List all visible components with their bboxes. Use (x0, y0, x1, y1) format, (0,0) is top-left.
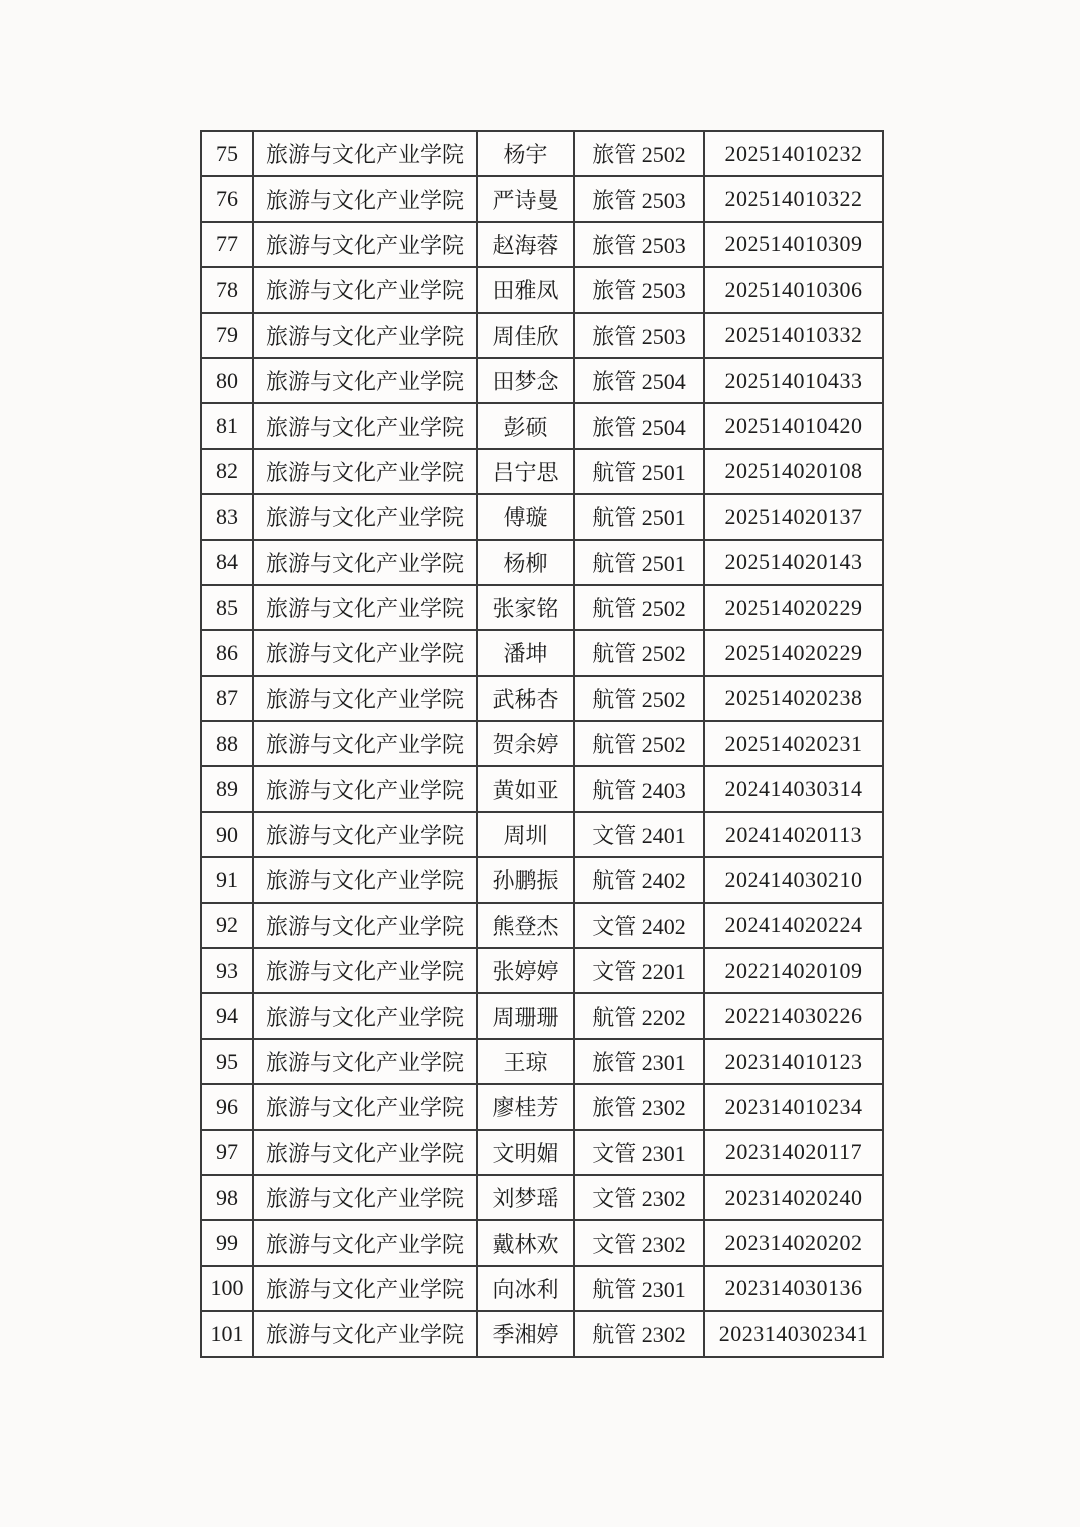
cell-row-number: 82 (201, 449, 253, 494)
cell-class: 航管 2502 (574, 630, 704, 675)
cell-student-id: 202514020238 (704, 676, 883, 721)
table-row (201, 903, 883, 948)
cell-row-number: 84 (201, 540, 253, 585)
table-row (201, 585, 883, 630)
cell-student-id: 2023140302341 (704, 1311, 883, 1356)
cell-student-name: 张婷婷 (477, 948, 574, 993)
cell-class: 文管 2302 (574, 1220, 704, 1265)
cell-student-id: 202314020117 (704, 1130, 883, 1175)
cell-student-id: 202514020229 (704, 630, 883, 675)
cell-student-id: 202414020113 (704, 812, 883, 857)
cell-college: 旅游与文化产业学院 (253, 1311, 477, 1356)
cell-class: 航管 2502 (574, 676, 704, 721)
table-row (201, 812, 883, 857)
cell-class: 航管 2502 (574, 585, 704, 630)
cell-row-number: 81 (201, 403, 253, 448)
cell-class: 航管 2301 (574, 1266, 704, 1311)
cell-student-id: 202414030314 (704, 766, 883, 811)
cell-row-number: 93 (201, 948, 253, 993)
table-row (201, 358, 883, 403)
cell-class: 航管 2501 (574, 449, 704, 494)
cell-student-name: 田雅凤 (477, 267, 574, 312)
cell-student-id: 202414020224 (704, 903, 883, 948)
cell-class: 航管 2202 (574, 993, 704, 1038)
cell-class: 旅管 2503 (574, 267, 704, 312)
cell-student-id: 202514010306 (704, 267, 883, 312)
table-row (201, 1220, 883, 1265)
student-roster-table (200, 130, 884, 1358)
cell-student-id: 202514020137 (704, 494, 883, 539)
table-row (201, 948, 883, 993)
cell-row-number: 97 (201, 1130, 253, 1175)
cell-student-id: 202514010420 (704, 403, 883, 448)
cell-college: 旅游与文化产业学院 (253, 1266, 477, 1311)
cell-class: 旅管 2503 (574, 222, 704, 267)
table-row (201, 494, 883, 539)
cell-class: 文管 2401 (574, 812, 704, 857)
cell-student-name: 武秭杏 (477, 676, 574, 721)
cell-college: 旅游与文化产业学院 (253, 585, 477, 630)
cell-student-name: 吕宁思 (477, 449, 574, 494)
cell-college: 旅游与文化产业学院 (253, 1175, 477, 1220)
cell-row-number: 75 (201, 131, 253, 176)
student-roster-body (201, 131, 883, 1357)
cell-student-name: 傅璇 (477, 494, 574, 539)
cell-college: 旅游与文化产业学院 (253, 176, 477, 221)
cell-college: 旅游与文化产业学院 (253, 857, 477, 902)
cell-class: 航管 2502 (574, 721, 704, 766)
cell-student-name: 季湘婷 (477, 1311, 574, 1356)
cell-student-name: 严诗曼 (477, 176, 574, 221)
cell-student-name: 赵海蓉 (477, 222, 574, 267)
cell-college: 旅游与文化产业学院 (253, 993, 477, 1038)
table-row (201, 721, 883, 766)
cell-class: 航管 2402 (574, 857, 704, 902)
cell-student-name: 贺余婷 (477, 721, 574, 766)
cell-student-id: 202514020143 (704, 540, 883, 585)
cell-student-id: 202514010332 (704, 313, 883, 358)
cell-student-name: 王琼 (477, 1039, 574, 1084)
table-row (201, 449, 883, 494)
table-row (201, 313, 883, 358)
cell-college: 旅游与文化产业学院 (253, 267, 477, 312)
cell-row-number: 91 (201, 857, 253, 902)
cell-student-id: 202514020231 (704, 721, 883, 766)
cell-student-id: 202314020202 (704, 1220, 883, 1265)
cell-student-name: 黄如亚 (477, 766, 574, 811)
cell-college: 旅游与文化产业学院 (253, 1220, 477, 1265)
table-row (201, 222, 883, 267)
cell-class: 旅管 2302 (574, 1084, 704, 1129)
cell-student-id: 202214030226 (704, 993, 883, 1038)
cell-student-name: 彭硕 (477, 403, 574, 448)
table-row (201, 267, 883, 312)
table-row (201, 1039, 883, 1084)
cell-row-number: 78 (201, 267, 253, 312)
cell-student-name: 张家铭 (477, 585, 574, 630)
cell-college: 旅游与文化产业学院 (253, 1084, 477, 1129)
cell-class: 航管 2302 (574, 1311, 704, 1356)
cell-student-id: 202314020240 (704, 1175, 883, 1220)
table-row (201, 857, 883, 902)
cell-row-number: 96 (201, 1084, 253, 1129)
cell-row-number: 88 (201, 721, 253, 766)
cell-student-id: 202514010309 (704, 222, 883, 267)
cell-student-id: 202314030136 (704, 1266, 883, 1311)
cell-class: 航管 2501 (574, 494, 704, 539)
cell-class: 文管 2302 (574, 1175, 704, 1220)
cell-row-number: 89 (201, 766, 253, 811)
cell-student-name: 孙鹏振 (477, 857, 574, 902)
cell-college: 旅游与文化产业学院 (253, 358, 477, 403)
cell-college: 旅游与文化产业学院 (253, 812, 477, 857)
cell-student-id: 202214020109 (704, 948, 883, 993)
cell-college: 旅游与文化产业学院 (253, 1130, 477, 1175)
cell-row-number: 86 (201, 630, 253, 675)
cell-student-name: 周圳 (477, 812, 574, 857)
cell-row-number: 101 (201, 1311, 253, 1356)
cell-college: 旅游与文化产业学院 (253, 403, 477, 448)
cell-row-number: 85 (201, 585, 253, 630)
cell-college: 旅游与文化产业学院 (253, 449, 477, 494)
cell-student-name: 潘坤 (477, 630, 574, 675)
cell-row-number: 95 (201, 1039, 253, 1084)
cell-student-name: 田梦念 (477, 358, 574, 403)
table-row (201, 131, 883, 176)
table-row (201, 676, 883, 721)
cell-row-number: 80 (201, 358, 253, 403)
cell-student-name: 周佳欣 (477, 313, 574, 358)
cell-student-name: 杨柳 (477, 540, 574, 585)
cell-row-number: 99 (201, 1220, 253, 1265)
cell-college: 旅游与文化产业学院 (253, 948, 477, 993)
table-row (201, 1311, 883, 1356)
table-row (201, 540, 883, 585)
cell-student-name: 向冰利 (477, 1266, 574, 1311)
cell-college: 旅游与文化产业学院 (253, 630, 477, 675)
cell-student-name: 杨宇 (477, 131, 574, 176)
cell-student-name: 文明媚 (477, 1130, 574, 1175)
cell-student-id: 202514020229 (704, 585, 883, 630)
cell-student-name: 刘梦瑶 (477, 1175, 574, 1220)
cell-row-number: 98 (201, 1175, 253, 1220)
cell-college: 旅游与文化产业学院 (253, 222, 477, 267)
table-row (201, 993, 883, 1038)
cell-college: 旅游与文化产业学院 (253, 676, 477, 721)
table-row (201, 403, 883, 448)
cell-college: 旅游与文化产业学院 (253, 721, 477, 766)
cell-student-name: 周珊珊 (477, 993, 574, 1038)
table-row (201, 1266, 883, 1311)
table-row (201, 176, 883, 221)
cell-row-number: 100 (201, 1266, 253, 1311)
cell-class: 旅管 2301 (574, 1039, 704, 1084)
cell-college: 旅游与文化产业学院 (253, 494, 477, 539)
cell-student-id: 202414030210 (704, 857, 883, 902)
cell-college: 旅游与文化产业学院 (253, 540, 477, 585)
table-row (201, 1130, 883, 1175)
cell-row-number: 76 (201, 176, 253, 221)
cell-college: 旅游与文化产业学院 (253, 313, 477, 358)
cell-student-name: 熊登杰 (477, 903, 574, 948)
cell-row-number: 92 (201, 903, 253, 948)
table-row (201, 1175, 883, 1220)
cell-class: 航管 2501 (574, 540, 704, 585)
cell-class: 文管 2201 (574, 948, 704, 993)
cell-class: 旅管 2504 (574, 403, 704, 448)
cell-class: 文管 2301 (574, 1130, 704, 1175)
cell-student-name: 戴林欢 (477, 1220, 574, 1265)
cell-student-id: 202314010123 (704, 1039, 883, 1084)
cell-row-number: 94 (201, 993, 253, 1038)
cell-college: 旅游与文化产业学院 (253, 903, 477, 948)
cell-college: 旅游与文化产业学院 (253, 131, 477, 176)
cell-row-number: 87 (201, 676, 253, 721)
cell-college: 旅游与文化产业学院 (253, 766, 477, 811)
table-row (201, 1084, 883, 1129)
cell-class: 航管 2403 (574, 766, 704, 811)
cell-row-number: 90 (201, 812, 253, 857)
cell-college: 旅游与文化产业学院 (253, 1039, 477, 1084)
table-row (201, 766, 883, 811)
cell-class: 文管 2402 (574, 903, 704, 948)
cell-class: 旅管 2502 (574, 131, 704, 176)
cell-row-number: 77 (201, 222, 253, 267)
cell-row-number: 83 (201, 494, 253, 539)
cell-student-name: 廖桂芳 (477, 1084, 574, 1129)
cell-student-id: 202514010433 (704, 358, 883, 403)
cell-student-id: 202514020108 (704, 449, 883, 494)
table-row (201, 630, 883, 675)
cell-class: 旅管 2503 (574, 313, 704, 358)
cell-student-id: 202314010234 (704, 1084, 883, 1129)
cell-class: 旅管 2504 (574, 358, 704, 403)
cell-student-id: 202514010232 (704, 131, 883, 176)
cell-row-number: 79 (201, 313, 253, 358)
cell-student-id: 202514010322 (704, 176, 883, 221)
cell-class: 旅管 2503 (574, 176, 704, 221)
